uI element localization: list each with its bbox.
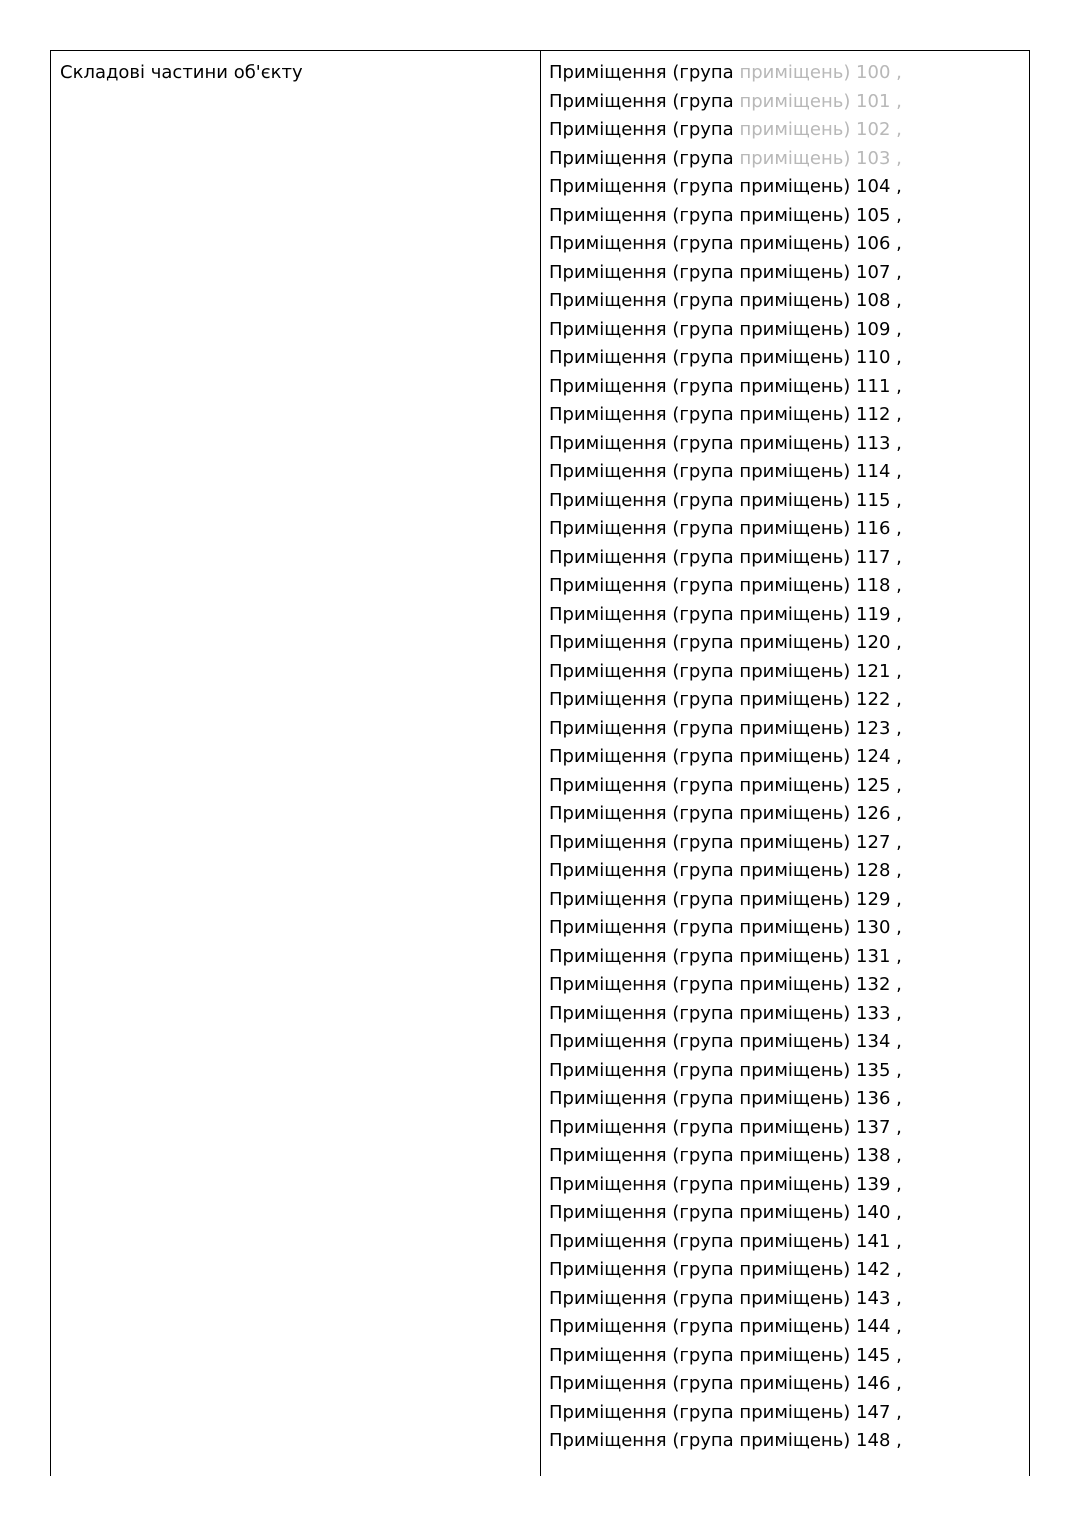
list-item: Приміщення (група приміщень) 101 , [549, 90, 902, 112]
table-border-left [50, 51, 51, 1476]
list-item: Приміщення (група приміщень) 122 , [549, 689, 902, 710]
list-item: Приміщення (група приміщень) 128 , [549, 860, 902, 881]
list-item: Приміщення (група приміщень) 131 , [549, 945, 902, 967]
list-item: Приміщення (група приміщень) 116 , [549, 518, 902, 539]
list-item: Приміщення (група приміщень) 119 , [549, 603, 902, 625]
list-item: Приміщення (група приміщень) 146 , [549, 1373, 902, 1394]
list-item: Приміщення (група приміщень) 120 , [549, 632, 902, 653]
list-item: Приміщення (група приміщень) 117 , [549, 546, 902, 568]
list-item: Приміщення (група приміщень) 111 , [549, 375, 902, 397]
list-item: Приміщення (група приміщень) 143 , [549, 1287, 902, 1309]
list-item: Приміщення (група приміщень) 130 , [549, 917, 902, 938]
list-item: Приміщення (група приміщень) 107 , [549, 261, 902, 283]
list-item: Приміщення (група приміщень) 110 , [549, 347, 902, 368]
list-item: Приміщення (група приміщень) 100 , [549, 62, 902, 83]
list-item: Приміщення (група приміщень) 132 , [549, 974, 902, 995]
list-item: Приміщення (група приміщень) 148 , [549, 1430, 902, 1451]
table-column-divider [540, 51, 541, 1476]
list-item: Приміщення (група приміщень) 125 , [549, 774, 902, 796]
list-item: Приміщення (група приміщень) 123 , [549, 717, 902, 739]
list-item: Приміщення (група приміщень) 109 , [549, 318, 902, 340]
rooms-list [549, 62, 1024, 1459]
document-table [50, 50, 1030, 1476]
components-label: Складові частини об'єкту [60, 62, 303, 83]
list-item: Приміщення (група приміщень) 105 , [549, 204, 902, 226]
list-item: Приміщення (група приміщень) 114 , [549, 461, 902, 482]
list-item: Приміщення (група приміщень) 121 , [549, 660, 902, 682]
list-item: Приміщення (група приміщень) 144 , [549, 1316, 902, 1337]
table-border-right [1029, 51, 1030, 1476]
list-item: Приміщення (група приміщень) 104 , [549, 176, 902, 197]
list-item: Приміщення (група приміщень) 129 , [549, 888, 902, 910]
list-item: Приміщення (група приміщень) 135 , [549, 1059, 902, 1081]
list-item: Приміщення (група приміщень) 118 , [549, 575, 902, 596]
list-item: Приміщення (група приміщень) 141 , [549, 1230, 902, 1252]
list-item: Приміщення (група приміщень) 147 , [549, 1401, 902, 1423]
list-item: Приміщення (група приміщень) 124 , [549, 746, 902, 767]
list-item: Приміщення (група приміщень) 140 , [549, 1202, 902, 1223]
list-item: Приміщення (група приміщень) 136 , [549, 1088, 902, 1109]
list-item: Приміщення (група приміщень) 137 , [549, 1116, 902, 1138]
list-item: Приміщення (група приміщень) 139 , [549, 1173, 902, 1195]
list-item: Приміщення (група приміщень) 102 , [549, 119, 902, 140]
list-item: Приміщення (група приміщень) 145 , [549, 1344, 902, 1366]
list-item: Приміщення (група приміщень) 112 , [549, 404, 902, 425]
list-item: Приміщення (група приміщень) 138 , [549, 1145, 902, 1166]
list-item: Приміщення (група приміщень) 115 , [549, 489, 902, 511]
list-item: Приміщення (група приміщень) 134 , [549, 1031, 902, 1052]
list-item: Приміщення (група приміщень) 126 , [549, 803, 902, 824]
list-item: Приміщення (група приміщень) 103 , [549, 147, 902, 169]
list-item: Приміщення (група приміщень) 133 , [549, 1002, 902, 1024]
list-item: Приміщення (група приміщень) 142 , [549, 1259, 902, 1280]
list-item: Приміщення (група приміщень) 127 , [549, 831, 902, 853]
list-item: Приміщення (група приміщень) 113 , [549, 432, 902, 454]
list-item: Приміщення (група приміщень) 108 , [549, 290, 902, 311]
list-item: Приміщення (група приміщень) 106 , [549, 233, 902, 254]
